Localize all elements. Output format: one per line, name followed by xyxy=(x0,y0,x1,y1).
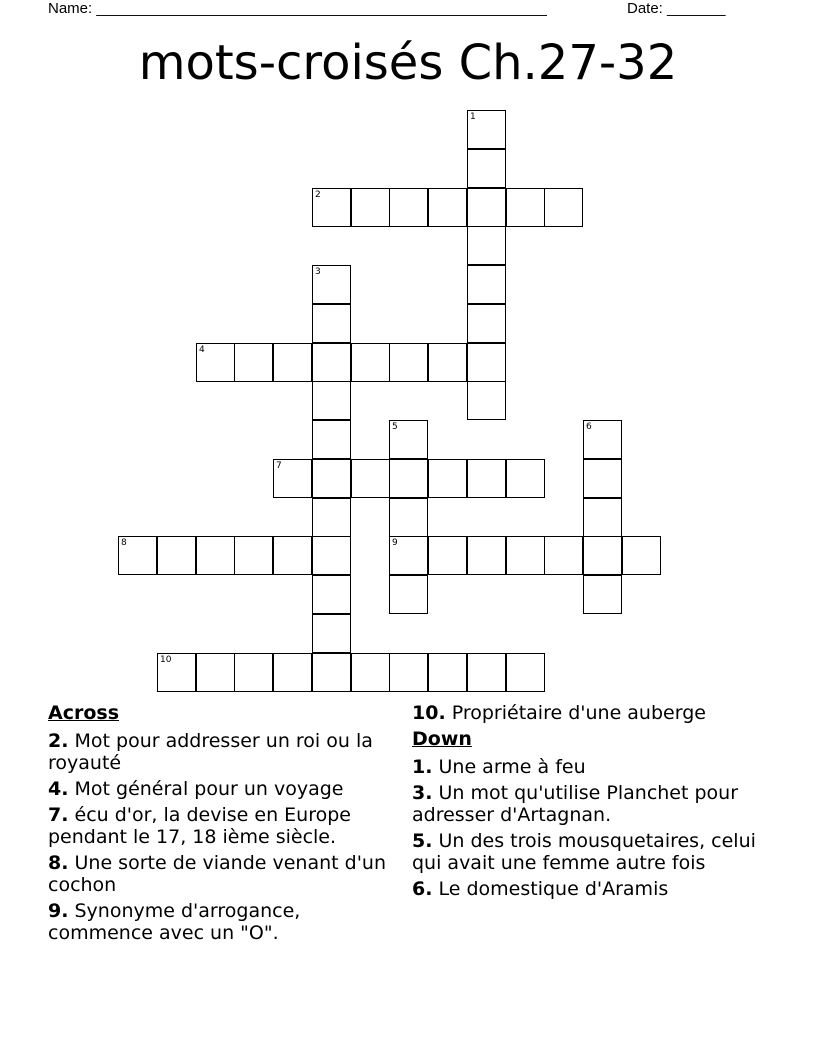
grid-cell[interactable] xyxy=(351,188,390,227)
grid-cell[interactable] xyxy=(157,536,196,575)
grid-cell[interactable] xyxy=(467,653,506,692)
grid-cell[interactable] xyxy=(157,653,196,692)
grid-cell[interactable] xyxy=(389,575,428,614)
clue-across-2: 2. Mot pour addresser un roi ou la royauté xyxy=(48,730,373,774)
grid-cell[interactable] xyxy=(196,536,235,575)
grid-cell[interactable] xyxy=(312,304,351,343)
cell-number: 6 xyxy=(586,422,592,432)
grid-cell[interactable] xyxy=(467,459,506,498)
clues-right-column xyxy=(412,702,772,904)
cell-number: 3 xyxy=(315,267,321,277)
grid-cell[interactable] xyxy=(467,226,506,265)
grid-cell[interactable] xyxy=(196,343,235,382)
grid-cell[interactable] xyxy=(312,265,351,304)
grid-cell[interactable] xyxy=(351,653,390,692)
cell-number: 9 xyxy=(392,538,398,548)
grid-cell[interactable] xyxy=(622,536,661,575)
grid-cell[interactable] xyxy=(467,265,506,304)
grid-cell[interactable] xyxy=(312,653,351,692)
clues-left-column xyxy=(48,702,393,948)
grid-cell[interactable] xyxy=(428,343,467,382)
grid-cell[interactable] xyxy=(583,575,622,614)
clue-down-5: 5. Un des trois mousquetaires, celui qui avait une femme autre fois xyxy=(412,830,756,874)
grid-cell[interactable] xyxy=(273,343,312,382)
grid-cell[interactable] xyxy=(312,614,351,653)
grid-cell[interactable] xyxy=(389,420,428,459)
grid-cell[interactable] xyxy=(506,536,545,575)
cell-number: 10 xyxy=(160,655,172,665)
grid-cell[interactable] xyxy=(312,459,351,498)
grid-cell[interactable] xyxy=(506,459,545,498)
name-field: Name: ______________________________________________________ xyxy=(48,0,547,17)
cell-number: 4 xyxy=(199,345,205,355)
grid-cell[interactable] xyxy=(467,110,506,149)
grid-cell[interactable] xyxy=(544,188,583,227)
grid-cell[interactable] xyxy=(467,149,506,188)
date-field: Date: _______ xyxy=(627,0,726,17)
grid-cell[interactable] xyxy=(506,653,545,692)
grid-cell[interactable] xyxy=(428,536,467,575)
grid-cell[interactable] xyxy=(273,459,312,498)
clue-across-10: 10. Propriétaire d'une auberge xyxy=(412,702,706,724)
grid-cell[interactable] xyxy=(583,420,622,459)
grid-cell[interactable] xyxy=(312,536,351,575)
page-title: mots-croisés Ch.27-32 xyxy=(138,35,678,91)
grid-cell[interactable] xyxy=(389,343,428,382)
grid-cell[interactable] xyxy=(583,536,622,575)
grid-cell[interactable] xyxy=(467,343,506,382)
grid-cell[interactable] xyxy=(467,536,506,575)
grid-cell[interactable] xyxy=(351,459,390,498)
grid-cell[interactable] xyxy=(234,343,273,382)
clue-down-3: 3. Un mot qu'utilise Planchet pour adresser d'Artagnan. xyxy=(412,782,739,826)
grid-cell[interactable] xyxy=(506,188,545,227)
grid-cell[interactable] xyxy=(389,536,428,575)
grid-cell[interactable] xyxy=(583,498,622,537)
grid-cell[interactable] xyxy=(467,188,506,227)
across-heading: Across xyxy=(48,702,120,724)
grid-cell[interactable] xyxy=(389,498,428,537)
grid-cell[interactable] xyxy=(467,304,506,343)
grid-cell[interactable] xyxy=(389,188,428,227)
grid-cell[interactable] xyxy=(312,420,351,459)
grid-cell[interactable] xyxy=(389,653,428,692)
clue-down-6: 6. Le domestique d'Aramis xyxy=(412,878,669,900)
clue-across-4: 4. Mot général pour un voyage xyxy=(48,778,344,800)
cell-number: 1 xyxy=(470,112,476,122)
grid-cell[interactable] xyxy=(273,536,312,575)
clue-across-9: 9. Synonyme d'arrogance, commence avec un "O". xyxy=(48,900,301,944)
clue-across-7: 7. écu d'or, la devise en Europe pendant le 17, 18 ième siècle. xyxy=(48,804,351,848)
grid-cell[interactable] xyxy=(351,343,390,382)
grid-cell[interactable] xyxy=(312,381,351,420)
grid-cell[interactable] xyxy=(389,459,428,498)
grid-cell[interactable] xyxy=(467,381,506,420)
grid-cell[interactable] xyxy=(273,653,312,692)
worksheet-header xyxy=(0,0,816,20)
grid-cell[interactable] xyxy=(428,188,467,227)
grid-cell[interactable] xyxy=(583,459,622,498)
clue-down-1: 1. Une arme à feu xyxy=(412,756,586,778)
grid-cell[interactable] xyxy=(544,536,583,575)
grid-cell[interactable] xyxy=(312,498,351,537)
cell-number: 8 xyxy=(121,538,127,548)
clue-across-8: 8. Une sorte de viande venant d'un cochon xyxy=(48,852,386,896)
grid-cell[interactable] xyxy=(428,459,467,498)
grid-cell[interactable] xyxy=(234,653,273,692)
grid-cell[interactable] xyxy=(312,575,351,614)
grid-cell[interactable] xyxy=(234,536,273,575)
grid-cell[interactable] xyxy=(118,536,157,575)
grid-cell[interactable] xyxy=(312,188,351,227)
down-heading: Down xyxy=(412,728,472,750)
cell-number: 5 xyxy=(392,422,398,432)
grid-cell[interactable] xyxy=(428,653,467,692)
grid-cell[interactable] xyxy=(196,653,235,692)
grid-cell[interactable] xyxy=(312,343,351,382)
cell-number: 7 xyxy=(276,461,282,471)
cell-number: 2 xyxy=(315,190,321,200)
